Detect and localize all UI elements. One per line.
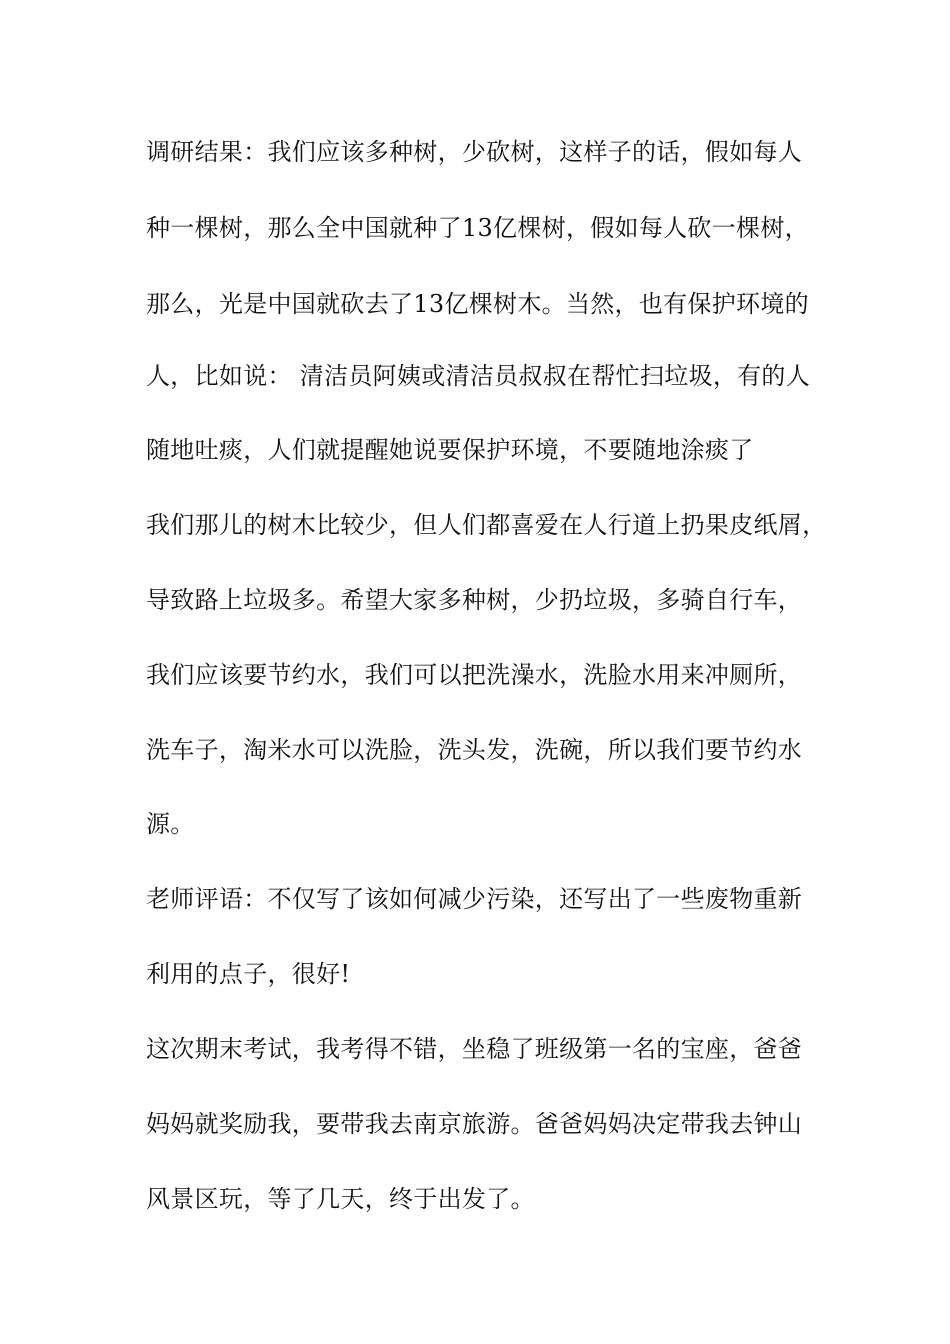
text-line-1: 调研结果：我们应该多种树，少砍树，这样子的话，假如每人 <box>146 138 803 166</box>
text-line-4: 人，比如说： 清洁员阿姨或清洁员叔叔在帮忙扫垃圾，有的人 <box>146 362 811 390</box>
text-line-12: 利用的点子，很好! <box>146 960 351 988</box>
text-line-8: 我们应该要节约水，我们可以把洗澡水，洗脸水用来冲厕所， <box>146 661 803 689</box>
text-line-2: 种一棵树，那么全中国就种了13亿棵树，假如每人砍一棵树， <box>146 214 809 242</box>
text-line-10: 源。 <box>146 810 195 838</box>
text-line-13: 这次期末考试，我考得不错，坐稳了班级第一名的宝座，爸爸 <box>146 1035 803 1063</box>
text-line-15: 风景区玩，等了几天，终于出发了。 <box>146 1185 535 1213</box>
text-line-9: 洗车子，淘米水可以洗脸，洗头发，洗碗，所以我们要节约水 <box>146 736 803 764</box>
text-line-3: 那么，光是中国就砍去了13亿棵树木。当然，也有保护环境的 <box>146 290 809 318</box>
text-line-5: 随地吐痰，人们就提醒她说要保护环境，不要随地涂痰了 <box>146 436 754 464</box>
text-line-11: 老师评语：不仅写了该如何减少污染，还写出了一些废物重新 <box>146 885 803 913</box>
text-line-7: 导致路上垃圾多。希望大家多种树，少扔垃圾，多骑自行车， <box>146 586 803 614</box>
text-line-6: 我们那儿的树木比较少，但人们都喜爱在人行道上扔果皮纸屑， <box>146 511 827 539</box>
text-line-14: 妈妈就奖励我，要带我去南京旅游。爸爸妈妈决定带我去钟山 <box>146 1110 803 1138</box>
